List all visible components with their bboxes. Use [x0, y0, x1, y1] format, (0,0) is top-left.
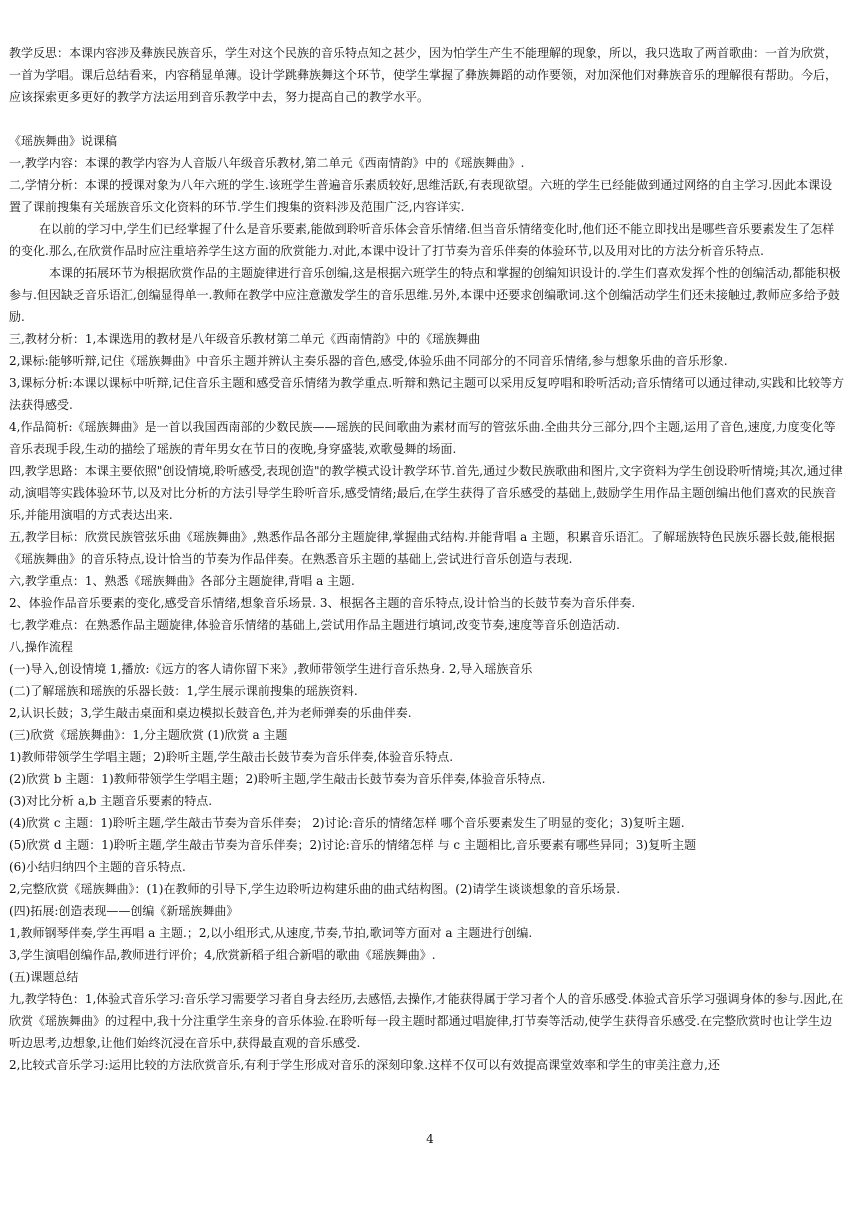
- theme-summary: (6)小结归纳四个主题的音乐特点.: [9, 860, 186, 874]
- section-teaching-goals: 五,教学目标：欣赏民族管弦乐曲《瑶族舞曲》,熟悉作品各部分主题旋律,掌握曲式结构.并能背唱 a 主题，积累音乐语汇。了解瑶族特色民族乐器长鼓,能根据《瑶族舞曲》的音乐特点,设计恰当的节奏为作品伴奏。在熟悉音乐主题的基础上,尝试进行音乐创造与表现.: [9, 530, 835, 566]
- section-key-points: 六,教学重点：1、熟悉《瑶族舞曲》各部分主题旋律,背唱 a 主题.: [9, 574, 355, 588]
- document-body: [9, 42, 844, 1076]
- teaching-reflection-paragraph: 教学反思：本课内容涉及彝族民族音乐，学生对这个民族的音乐特点知之甚少，因为怕学生产生不能理解的现象，所以，我只选取了两首歌曲：一首为欣赏，一首为学唱。课后总结看来，内容稍显单薄。设计学跳彝族舞这个环节，使学生掌握了彝族舞蹈的动作要领，对加深他们对彝族音乐的理解很有帮助。今后，应该探索更多更好的教学方法运用到音乐教学中去，努力提高自己的教学水平。: [9, 46, 838, 104]
- procedure-appreciation: (三)欣赏《瑶族舞曲》：1,分主题欣赏 (1)欣赏 a 主题: [9, 728, 288, 742]
- theme-b-steps: (2)欣赏 b 主题：1)教师带领学生学唱主题；2)聆听主题,学生敲击长鼓节奏为音乐伴奏,体验音乐特点.: [9, 772, 546, 786]
- procedure-extension: (四)拓展:创造表现——创编《新瑶族舞曲》: [9, 904, 239, 918]
- curriculum-standard: 2,课标:能够听辩,记住《瑶族舞曲》中音乐主题并辨认主奏乐器的音色,感受,体验乐曲不同部分的不同音乐情绪,参与想象乐曲的音乐形象.: [9, 354, 728, 368]
- section-teaching-features: 九,教学特色：1,体验式音乐学习:音乐学习需要学习者自身去经历,去感悟,去操作,才能获得属于学习者个人的音乐感受.体验式音乐学习强调身体的参与.因此,在欣赏《瑶族舞曲》的过程中,我十分注重学生亲身的音乐体验.在聆听每一段主题时都通过唱旋律,打节奏等活动,使学生获得音乐感受.在完整欣赏时也让学生边听边思考,边想象,让他们始终沉浸在音乐中,获得最直观的音乐感受.: [9, 992, 844, 1050]
- paragraph-gap: [9, 108, 844, 130]
- section-teaching-approach: 四,教学思路：本课主要依照"创设情境,聆听感受,表现创造"的教学模式设计教学环节.首先,通过少数民族歌曲和图片,文字资料为学生创设聆听情境;其次,通过律动,演唱等实践体验环节,以及对比分析的方法引导学生聆听音乐,感受情绪;最后,在学生获得了音乐感受的基础上,鼓励学生用作品主题创编出他们喜欢的民族音乐,并能用演唱的方式表达出来.: [9, 464, 843, 522]
- section-procedure: 八,操作流程: [9, 640, 73, 654]
- theme-a-steps: 1)教师带领学生学唱主题；2)聆听主题,学生敲击长鼓节奏为音乐伴奏,体验音乐特点.: [9, 750, 454, 764]
- section-student-analysis: 二,学情分析：本课的授课对象为八年六班的学生.该班学生普遍音乐素质较好,思维活跃,有表现欲望。六班的学生已经能做到通过网络的自主学习.因此本课设置了课前搜集有关瑶族音乐文化资料的环节.学生们搜集的资料涉及范围广泛,内容详实.: [9, 178, 833, 214]
- theme-d-steps: (5)欣赏 d 主题：1)聆听主题,学生敲击节奏为音乐伴奏；2)讨论:音乐的情绪怎样 与 c 主题相比,音乐要素有哪些异同；3)复听主题: [9, 838, 697, 852]
- section-difficulties: 七,教学难点：在熟悉作品主题旋律,体验音乐情绪的基础上,尝试用作品主题进行填词,改变节奏,速度等音乐创造活动.: [9, 618, 620, 632]
- curriculum-analysis: 3,课标分析:本课以课标中听辩,记住音乐主题和感受音乐情绪为教学重点.听辩和熟记主题可以采用反复哼唱和聆听活动;音乐情绪可以通过律动,实践和比较等方法获得感受.: [9, 376, 844, 412]
- procedure-summary: (五)课题总结: [9, 970, 79, 984]
- procedure-intro: (一)导入,创设情境 1,播放:《远方的客人请你留下来》,教师带领学生进行音乐热身. 2,导入瑶族音乐: [9, 662, 533, 676]
- extension-step-2: 3,学生演唱创编作品,教师进行评价；4,欣赏新稻子组合新唱的歌曲《瑶族舞曲》.: [9, 948, 436, 962]
- extension-step-1: 1,教师钢琴伴奏,学生再唱 a 主题.；2,以小组形式,从速度,节奏,节拍,歌词等方面对 a 主题进行创编.: [9, 926, 533, 940]
- section-textbook-analysis: 三,教材分析：1,本课选用的教材是八年级音乐教材第二单元《西南情韵》中的《瑶族舞曲: [9, 332, 481, 346]
- theme-ab-compare: (3)对比分析 a,b 主题音乐要素的特点.: [9, 794, 213, 808]
- full-appreciation: 2,完整欣赏《瑶族舞曲》：(1)在教师的引导下,学生边聆听边构建乐曲的曲式结构图。(2)请学生谈谈想象的音乐场景.: [9, 882, 621, 896]
- theme-c-steps: (4)欣赏 c 主题：1)聆听主题,学生敲击节奏为音乐伴奏； 2)讨论:音乐的情绪怎样 哪个音乐要素发生了明显的变化；3)复听主题.: [9, 816, 685, 830]
- procedure-yao-instruments: (二)了解瑶族和瑶族的乐器长鼓：1,学生展示课前搜集的瑶族资料.: [9, 684, 358, 698]
- key-points-continued: 2、体验作品音乐要素的变化,感受音乐情绪,想象音乐场景. 3、根据各主题的音乐特点,设计恰当的长鼓节奏为音乐伴奏.: [9, 596, 636, 610]
- work-analysis: 4,作品简析:《瑶族舞曲》是一首以我国西南部的少数民族——瑶族的民间歌曲为素材而写的管弦乐曲.全曲共分三部分,四个主题,运用了音色,速度,力度变化等音乐表现手段,生动的描绘了瑶族的青年男女在节日的夜晚,身穿盛装,欢歌曼舞的场面.: [9, 420, 836, 456]
- section-teaching-content: 一,教学内容：本课的教学内容为人音版八年级音乐教材,第二单元《西南情韵》中的《瑶族舞曲》.: [9, 156, 525, 170]
- page-number: 4: [426, 1132, 434, 1146]
- student-analysis-paragraph-2: 在以前的学习中,学生们已经掌握了什么是音乐要素,能做到聆听音乐体会音乐情绪.但当音乐情绪变化时,他们还不能立即找出是哪些音乐要素发生了怎样的变化.那么,在欣赏作品时应注重培养学生这方面的欣赏能力.对此,本课中设计了打节奏为音乐伴奏的体验环节,以及用对比的方法分析音乐特点.: [9, 222, 835, 258]
- student-analysis-paragraph-3: 本课的拓展环节为根据欣赏作品的主题旋律进行音乐创编,这是根据六班学生的特点和掌握的创编知识设计的.学生们喜欢发挥个性的创编活动,都能积极参与.但因缺乏音乐语汇,创编显得单一.教师在教学中应注意激发学生的音乐思维.另外,本课中还要求创编歌词.这个创编活动学生们还未接触过,教师应多给予鼓励.: [9, 266, 841, 324]
- lecture-title: 《瑶族舞曲》说课稿: [9, 134, 118, 148]
- comparative-learning: 2,比较式音乐学习:运用比较的方法欣赏音乐,有利于学生形成对音乐的深刻印象.这样不仅可以有效提高课堂效率和学生的审美注意力,还: [9, 1058, 720, 1072]
- procedure-long-drum: 2,认识长鼓；3,学生敲击桌面和桌边模拟长鼓音色,并为老师弹奏的乐曲伴奏.: [9, 706, 412, 720]
